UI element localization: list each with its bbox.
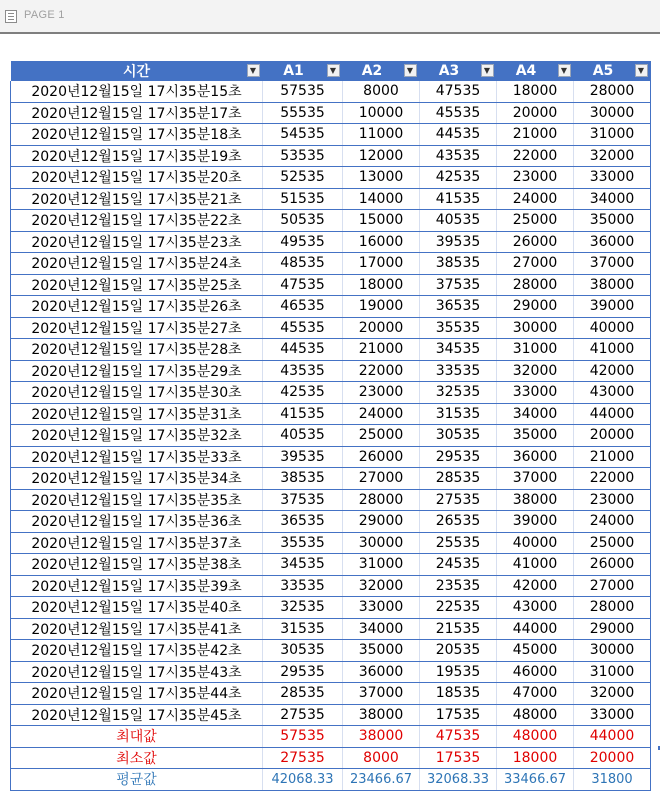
value-cell[interactable]: 50535 [263,210,343,232]
table-row [11,231,651,253]
column-header-label: A5 [592,63,614,79]
value-cell[interactable]: 36535 [420,296,497,318]
table-row [11,296,651,318]
time-cell[interactable]: 2020년12월15일 17시35분22초 [11,210,263,232]
table-row [11,81,651,102]
value-cell[interactable]: 20000 [343,317,420,339]
value-cell[interactable]: 39000 [574,296,651,318]
value-cell[interactable]: 18000 [343,274,420,296]
value-cell[interactable]: 27000 [343,468,420,490]
value-cell[interactable]: 31000 [497,339,574,361]
summary-value-cell[interactable]: 48000 [497,726,574,748]
value-cell[interactable]: 16000 [343,231,420,253]
column-header [263,61,343,81]
value-cell[interactable]: 38535 [420,253,497,275]
filter-dropdown-icon[interactable]: ▼ [635,64,648,77]
value-cell[interactable]: 41535 [420,188,497,210]
value-cell[interactable]: 31000 [574,124,651,146]
time-cell[interactable]: 2020년12월15일 17시35분45초 [11,704,263,726]
table-row [11,210,651,232]
value-cell[interactable]: 29535 [420,446,497,468]
value-cell[interactable]: 41000 [497,554,574,576]
summary-value-cell[interactable]: 42068.33 [263,769,343,791]
table-row [11,446,651,468]
summary-value-cell[interactable]: 20000 [574,747,651,769]
value-cell[interactable]: 17535 [420,704,497,726]
value-cell[interactable]: 39535 [263,446,343,468]
value-cell[interactable]: 42535 [420,167,497,189]
time-cell[interactable]: 2020년12월15일 17시35분20초 [11,167,263,189]
table-row [11,274,651,296]
value-cell[interactable]: 40535 [263,425,343,447]
column-header-label: A3 [438,63,460,79]
value-cell[interactable]: 44535 [263,339,343,361]
value-cell[interactable]: 44000 [574,403,651,425]
value-cell[interactable]: 35000 [497,425,574,447]
value-cell[interactable]: 35000 [343,640,420,662]
table-row [11,145,651,167]
value-cell[interactable]: 15000 [343,210,420,232]
time-cell[interactable]: 2020년12월15일 17시35분34초 [11,468,263,490]
value-cell[interactable]: 22000 [343,360,420,382]
summary-label[interactable]: 평균값 [11,769,263,791]
value-cell[interactable]: 52535 [263,167,343,189]
value-cell[interactable]: 22000 [497,145,574,167]
value-cell[interactable]: 25000 [343,425,420,447]
column-header-label: A1 [283,63,304,79]
table-row [11,425,651,447]
table-row [11,597,651,619]
value-cell[interactable]: 47535 [263,274,343,296]
value-cell[interactable]: 43000 [497,597,574,619]
table-row [11,124,651,146]
table-row [11,661,651,683]
value-cell[interactable]: 27535 [263,704,343,726]
value-cell[interactable]: 24000 [497,188,574,210]
value-cell[interactable]: 38000 [574,274,651,296]
value-cell[interactable]: 33535 [263,575,343,597]
value-cell[interactable]: 30000 [574,640,651,662]
summary-value-cell[interactable]: 27535 [263,747,343,769]
time-cell[interactable]: 2020년12월15일 17시35분18초 [11,124,263,146]
time-cell[interactable]: 2020년12월15일 17시35분19초 [11,145,263,167]
value-cell[interactable]: 18535 [420,683,497,705]
table-row [11,382,651,404]
summary-value-cell[interactable]: 47535 [420,726,497,748]
title-bar [0,0,660,33]
table-row [11,339,651,361]
value-cell[interactable]: 18000 [497,81,574,102]
value-cell[interactable]: 40535 [420,210,497,232]
table-row [11,403,651,425]
value-cell[interactable]: 44000 [497,618,574,640]
filter-dropdown-icon[interactable]: ▼ [558,64,571,77]
value-cell[interactable]: 13000 [343,167,420,189]
value-cell[interactable]: 40000 [574,317,651,339]
value-cell[interactable]: 41535 [263,403,343,425]
table-row [11,532,651,554]
page-icon [5,10,17,23]
value-cell[interactable]: 31000 [343,554,420,576]
column-header [574,61,651,81]
value-cell[interactable]: 28000 [343,489,420,511]
value-cell[interactable]: 37535 [420,274,497,296]
time-cell[interactable]: 2020년12월15일 17시35분26초 [11,296,263,318]
time-cell[interactable]: 2020년12월15일 17시35분39초 [11,575,263,597]
column-header [11,61,263,81]
value-cell[interactable]: 55535 [263,102,343,124]
value-cell[interactable]: 42000 [574,360,651,382]
value-cell[interactable]: 21000 [574,446,651,468]
value-cell[interactable]: 34535 [420,339,497,361]
value-cell[interactable]: 41000 [574,339,651,361]
value-cell[interactable]: 20535 [420,640,497,662]
value-cell[interactable]: 24000 [343,403,420,425]
value-cell[interactable]: 8000 [343,81,420,102]
value-cell[interactable]: 33000 [343,597,420,619]
value-cell[interactable]: 49535 [263,231,343,253]
value-cell[interactable]: 39000 [497,511,574,533]
value-cell[interactable]: 33535 [420,360,497,382]
value-cell[interactable]: 23000 [574,489,651,511]
value-cell[interactable]: 25000 [497,210,574,232]
time-cell[interactable]: 2020년12월15일 17시35분36초 [11,511,263,533]
value-cell[interactable]: 44535 [420,124,497,146]
summary-row-max [11,726,651,748]
value-cell[interactable]: 47000 [497,683,574,705]
value-cell[interactable]: 29000 [343,511,420,533]
summary-value-cell[interactable]: 32068.33 [420,769,497,791]
summary-value-cell[interactable]: 18000 [497,747,574,769]
time-cell[interactable]: 2020년12월15일 17시35분40초 [11,597,263,619]
value-cell[interactable]: 20000 [574,425,651,447]
value-cell[interactable]: 37535 [263,489,343,511]
value-cell[interactable]: 23535 [420,575,497,597]
time-cell[interactable]: 2020년12월15일 17시35분21초 [11,188,263,210]
value-cell[interactable]: 33000 [497,382,574,404]
value-cell[interactable]: 23000 [343,382,420,404]
value-cell[interactable]: 24000 [574,511,651,533]
value-cell[interactable]: 37000 [343,683,420,705]
value-cell[interactable]: 26000 [574,554,651,576]
value-cell[interactable]: 22535 [420,597,497,619]
value-cell[interactable]: 39535 [420,231,497,253]
time-cell[interactable]: 2020년12월15일 17시35분38초 [11,554,263,576]
value-cell[interactable]: 28000 [497,274,574,296]
value-cell[interactable]: 17000 [343,253,420,275]
value-cell[interactable]: 26000 [497,231,574,253]
time-cell[interactable]: 2020년12월15일 17시35분29초 [11,360,263,382]
value-cell[interactable]: 33000 [574,167,651,189]
value-cell[interactable]: 32000 [574,683,651,705]
value-cell[interactable]: 26000 [343,446,420,468]
value-cell[interactable]: 21000 [497,124,574,146]
time-cell[interactable]: 2020년12월15일 17시35분43초 [11,661,263,683]
value-cell[interactable]: 28000 [574,81,651,102]
time-cell[interactable]: 2020년12월15일 17시35분44초 [11,683,263,705]
value-cell[interactable]: 25535 [420,532,497,554]
value-cell[interactable]: 45535 [263,317,343,339]
value-cell[interactable]: 53535 [263,145,343,167]
summary-value-cell[interactable]: 57535 [263,726,343,748]
table-row [11,618,651,640]
column-header-label: A4 [515,63,537,79]
value-cell[interactable]: 35535 [420,317,497,339]
summary-value-cell[interactable]: 8000 [343,747,420,769]
value-cell[interactable]: 35535 [263,532,343,554]
value-cell[interactable]: 33000 [574,704,651,726]
value-cell[interactable]: 36535 [263,511,343,533]
value-cell[interactable]: 28535 [263,683,343,705]
value-cell[interactable]: 30000 [574,102,651,124]
value-cell[interactable]: 22000 [574,468,651,490]
value-cell[interactable]: 43000 [574,382,651,404]
table-row [11,704,651,726]
value-cell[interactable]: 34000 [574,188,651,210]
value-cell[interactable]: 29000 [497,296,574,318]
value-cell[interactable]: 36000 [343,661,420,683]
summary-value-cell[interactable]: 17535 [420,747,497,769]
column-header-label: A2 [361,63,383,79]
value-cell[interactable]: 30535 [420,425,497,447]
value-cell[interactable]: 20000 [497,102,574,124]
value-cell[interactable]: 36000 [574,231,651,253]
value-cell[interactable]: 27535 [420,489,497,511]
value-cell[interactable]: 36000 [497,446,574,468]
time-cell[interactable]: 2020년12월15일 17시35분37초 [11,532,263,554]
value-cell[interactable]: 34535 [263,554,343,576]
value-cell[interactable]: 45535 [420,102,497,124]
table-row [11,489,651,511]
table-body [11,81,651,790]
data-table [10,61,651,791]
value-cell[interactable]: 51535 [263,188,343,210]
value-cell[interactable]: 26535 [420,511,497,533]
time-cell[interactable]: 2020년12월15일 17시35분41초 [11,618,263,640]
value-cell[interactable]: 28535 [420,468,497,490]
value-cell[interactable]: 32535 [263,597,343,619]
value-cell[interactable]: 23000 [497,167,574,189]
value-cell[interactable]: 48535 [263,253,343,275]
value-cell[interactable]: 12000 [343,145,420,167]
window-title: PAGE 1 [24,9,65,21]
value-cell[interactable]: 24535 [420,554,497,576]
value-cell[interactable]: 21535 [420,618,497,640]
value-cell[interactable]: 19535 [420,661,497,683]
value-cell[interactable]: 14000 [343,188,420,210]
sheet-area [0,32,660,789]
value-cell[interactable]: 35000 [574,210,651,232]
summary-value-cell[interactable]: 38000 [343,726,420,748]
value-cell[interactable]: 34000 [497,403,574,425]
value-cell[interactable]: 30535 [263,640,343,662]
value-cell[interactable]: 48000 [497,704,574,726]
value-cell[interactable]: 57535 [263,81,343,102]
summary-row-min [11,747,651,769]
table-row [11,575,651,597]
time-cell[interactable]: 2020년12월15일 17시35분27초 [11,317,263,339]
value-cell[interactable]: 11000 [343,124,420,146]
value-cell[interactable]: 45000 [497,640,574,662]
value-cell[interactable]: 27000 [497,253,574,275]
value-cell[interactable]: 30000 [497,317,574,339]
value-cell[interactable]: 30000 [343,532,420,554]
summary-row-avg [11,769,651,791]
table-row [11,167,651,189]
table-row [11,683,651,705]
table-row [11,554,651,576]
value-cell[interactable]: 32000 [497,360,574,382]
summary-value-cell[interactable]: 31800 [574,769,651,791]
table-row [11,360,651,382]
value-cell[interactable]: 27000 [574,575,651,597]
table-row [11,468,651,490]
value-cell[interactable]: 32000 [343,575,420,597]
value-cell[interactable]: 43535 [263,360,343,382]
summary-label[interactable]: 최소값 [11,747,263,769]
time-cell[interactable]: 2020년12월15일 17시35분31초 [11,403,263,425]
time-cell[interactable]: 2020년12월15일 17시35분42초 [11,640,263,662]
value-cell[interactable]: 25000 [574,532,651,554]
value-cell[interactable]: 38000 [343,704,420,726]
value-cell[interactable]: 47535 [420,81,497,102]
value-cell[interactable]: 42000 [497,575,574,597]
value-cell[interactable]: 37000 [497,468,574,490]
column-header [420,61,497,81]
time-cell[interactable]: 2020년12월15일 17시35분32초 [11,425,263,447]
time-cell[interactable]: 2020년12월15일 17시35분23초 [11,231,263,253]
value-cell[interactable]: 29535 [263,661,343,683]
value-cell[interactable]: 31535 [263,618,343,640]
time-cell[interactable]: 2020년12월15일 17시35분28초 [11,339,263,361]
value-cell[interactable]: 31000 [574,661,651,683]
time-cell[interactable]: 2020년12월15일 17시35분25초 [11,274,263,296]
table-row [11,253,651,275]
time-cell[interactable]: 2020년12월15일 17시35분17초 [11,102,263,124]
header-row [11,61,651,81]
summary-value-cell[interactable]: 33466.67 [497,769,574,791]
value-cell[interactable]: 34000 [343,618,420,640]
value-cell[interactable]: 28000 [574,597,651,619]
value-cell[interactable]: 29000 [574,618,651,640]
table-row [11,188,651,210]
filter-dropdown-icon[interactable]: ▼ [404,64,417,77]
value-cell[interactable]: 54535 [263,124,343,146]
value-cell[interactable]: 19000 [343,296,420,318]
filter-dropdown-icon[interactable]: ▼ [247,64,260,77]
value-cell[interactable]: 37000 [574,253,651,275]
time-cell[interactable]: 2020년12월15일 17시35분24초 [11,253,263,275]
summary-label[interactable]: 최대값 [11,726,263,748]
value-cell[interactable]: 38000 [497,489,574,511]
summary-value-cell[interactable]: 23466.67 [343,769,420,791]
time-cell[interactable]: 2020년12월15일 17시35분15초 [11,81,263,102]
time-cell[interactable]: 2020년12월15일 17시35분33초 [11,446,263,468]
table-row [11,511,651,533]
table-row [11,640,651,662]
value-cell[interactable]: 43535 [420,145,497,167]
value-cell[interactable]: 32000 [574,145,651,167]
summary-value-cell[interactable]: 44000 [574,726,651,748]
filter-dropdown-icon[interactable]: ▼ [481,64,494,77]
filter-dropdown-icon[interactable]: ▼ [327,64,340,77]
column-header [343,61,420,81]
column-header [497,61,574,81]
table-row [11,317,651,339]
value-cell[interactable]: 32535 [420,382,497,404]
value-cell[interactable]: 38535 [263,468,343,490]
time-cell[interactable]: 2020년12월15일 17시35분30초 [11,382,263,404]
value-cell[interactable]: 42535 [263,382,343,404]
value-cell[interactable]: 10000 [343,102,420,124]
table-row [11,102,651,124]
time-cell[interactable]: 2020년12월15일 17시35분35초 [11,489,263,511]
value-cell[interactable]: 46000 [497,661,574,683]
value-cell[interactable]: 21000 [343,339,420,361]
value-cell[interactable]: 46535 [263,296,343,318]
column-header-label: 시간 [122,64,151,80]
value-cell[interactable]: 31535 [420,403,497,425]
value-cell[interactable]: 40000 [497,532,574,554]
